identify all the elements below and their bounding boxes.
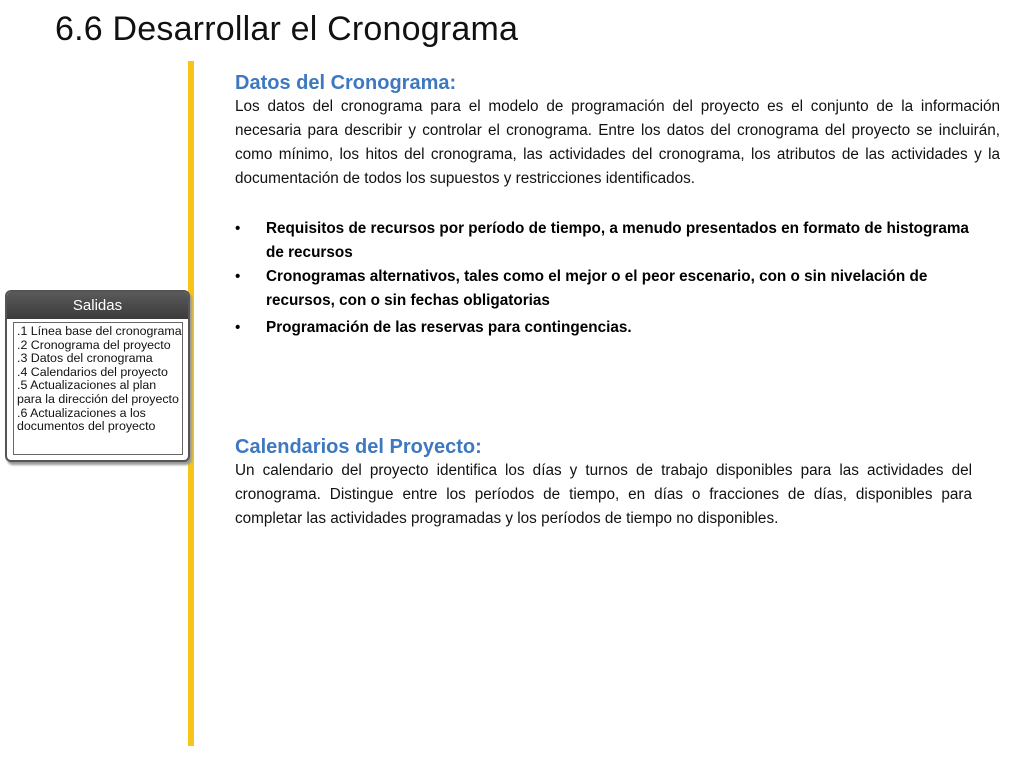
outputs-item: .5 Actualizaciones al plan [17, 378, 157, 393]
bullet-item [235, 265, 975, 313]
outputs-item: .2 Cronograma del proyecto [17, 337, 171, 352]
schedule-data-section [235, 72, 1000, 340]
outputs-item: para la dirección del proyecto [17, 391, 179, 406]
project-calendars-heading: Calendarios del Proyecto: [235, 436, 482, 458]
outputs-header: Salidas [7, 292, 188, 319]
bullet-dot: • [235, 268, 241, 285]
outputs-item: .3 Datos del cronograma [17, 351, 153, 366]
bullet-item [235, 217, 975, 265]
project-calendars-section [235, 436, 972, 531]
outputs-item: .4 Calendarios del proyecto [17, 364, 168, 379]
outputs-list [13, 322, 183, 455]
bullet-dot: • [235, 319, 241, 336]
bullet-text: Cronogramas alternativos, tales como el mejor o el peor escenario, con o sin nivelación de recursos, con o sin fechas obligatorias [266, 268, 928, 309]
page-title: 6.6 Desarrollar el Cronograma [55, 10, 519, 48]
outputs-item: documentos del proyecto [17, 419, 156, 434]
project-calendars-paragraph: Un calendario del proyecto identifica los días y turnos de trabajo disponibles para las actividades del cronograma. Distingue entre los períodos de tiempo, en días o fracciones de días, disponibles para completar las actividades programadas y los períodos de tiempo no disponibles. [235, 462, 972, 527]
schedule-data-bullets [235, 217, 975, 340]
bullet-text: Requisitos de recursos por período de tiempo, a menudo presentados en formato de histograma de recursos [266, 220, 969, 261]
bullet-item [235, 316, 975, 340]
outputs-box [5, 290, 190, 462]
schedule-data-heading: Datos del Cronograma: [235, 72, 457, 94]
bullet-dot: • [235, 220, 241, 237]
outputs-item: .1 Línea base del cronograma [17, 324, 182, 338]
schedule-data-paragraph: Los datos del cronograma para el modelo de programación del proyecto es el conjunto de la información necesaria para describir y controlar el cronograma. Entre los datos del cronograma del proyecto se incluirán, como mínimo, los hitos del cronograma, las actividades del cronograma, los atributos de las actividades y la documentación de todos los supuestos y restricciones identificados. [235, 98, 1000, 187]
outputs-item: .6 Actualizaciones a los [17, 405, 146, 420]
bullet-text: Programación de las reservas para contingencias. [266, 319, 632, 336]
